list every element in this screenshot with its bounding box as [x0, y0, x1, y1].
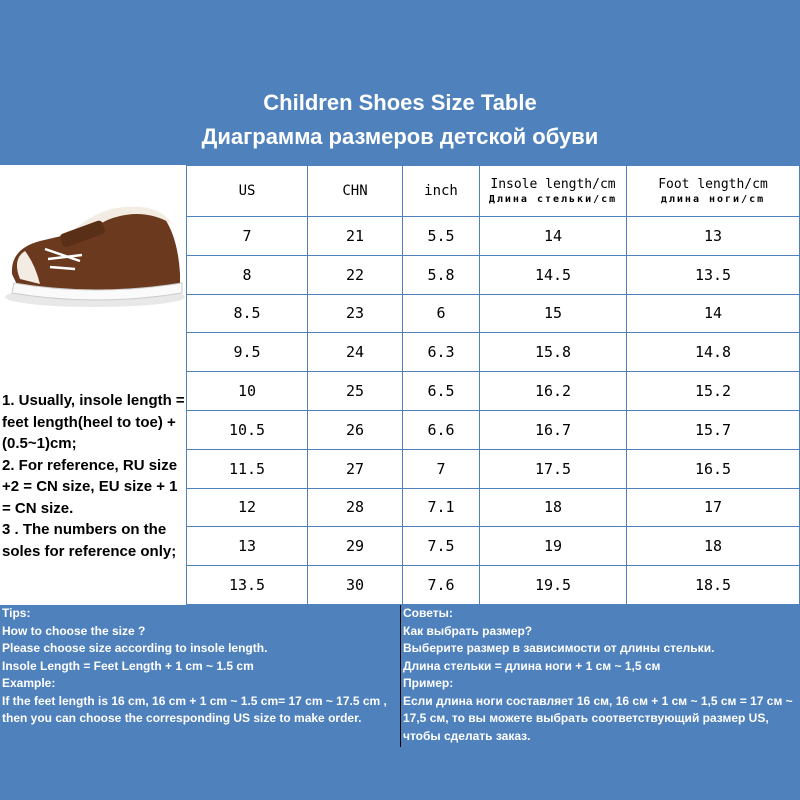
cell-inch: 7.5: [403, 527, 480, 566]
header-insole-length: [480, 166, 627, 217]
header-inch: inch: [403, 166, 480, 217]
cell-insole-length: 18: [480, 488, 627, 527]
cell-insole-length: 19: [480, 527, 627, 566]
tips-line: Длина стельки = длина ноги + 1 см ~ 1,5 см: [403, 658, 661, 673]
cell-foot-length: 18.5: [627, 566, 800, 605]
table-row: [187, 566, 800, 605]
cell-chn: 25: [308, 372, 403, 411]
tips-line: Please choose size according to insole length.: [2, 641, 268, 655]
tips-line: Insole Length = Feet Length + 1 cm ~ 1.5 cm: [2, 658, 254, 673]
cell-inch: 5.8: [403, 255, 480, 294]
page-title-english: Children Shoes Size Table: [263, 90, 537, 115]
header-foot-length-en: Foot length/cm: [658, 176, 768, 192]
table-row: [187, 255, 800, 294]
tips-line: If the feet length is 16 cm, 16 cm + 1 cm ~ 1.5 cm= 17 cm ~ 17.5 cm , then you can choose the corresponding US size to make order.: [2, 693, 387, 725]
size-notes: 1. Usually, insole length = feet length(heel to toe) + (0.5~1)cm; 2. For reference, RU size +2 = CN size, EU size + 1 = CN size. 3 . The numbers on the soles for reference only;: [2, 392, 185, 560]
cell-chn: 24: [308, 333, 403, 372]
header-foot-length-ru: длина ноги/cm: [660, 193, 766, 205]
cell-inch: 7.1: [403, 488, 480, 527]
cell-inch: 6.5: [403, 372, 480, 411]
cell-us: 8.5: [187, 294, 308, 333]
cell-inch: 6.3: [403, 333, 480, 372]
cell-foot-length: 16.5: [627, 449, 800, 488]
cell-chn: 21: [308, 217, 403, 256]
tips-line: How to choose the size ?: [2, 623, 146, 638]
cell-inch: 5.5: [403, 217, 480, 256]
cell-foot-length: 18: [627, 527, 800, 566]
tips-line: Если длина ноги составляет 16 см, 16 см + 1 см ~ 1,5 см = 17 см ~ 17,5 см, то вы можете выбрать соответствующий размер US, чтобы сделать заказ.: [403, 693, 793, 743]
cell-insole-length: 15: [480, 294, 627, 333]
header-foot-length: [627, 166, 800, 217]
left-panel: [0, 165, 186, 605]
page-title-russian: Диаграмма размеров детской обуви: [201, 124, 599, 149]
cell-us: 13: [187, 527, 308, 566]
table-row: [187, 449, 800, 488]
cell-us: 7: [187, 217, 308, 256]
tips-english: [2, 605, 398, 747]
header-chn: CHN: [308, 166, 403, 217]
cell-us: 13.5: [187, 566, 308, 605]
cell-inch: 6: [403, 294, 480, 333]
table-row: [187, 333, 800, 372]
cell-us: 12: [187, 488, 308, 527]
cell-foot-length: 14.8: [627, 333, 800, 372]
tips-russian: [403, 605, 798, 747]
cell-us: 8: [187, 255, 308, 294]
cell-insole-length: 16.7: [480, 410, 627, 449]
cell-insole-length: 15.8: [480, 333, 627, 372]
table-row: [187, 217, 800, 256]
table-row: [187, 372, 800, 411]
cell-us: 10.5: [187, 410, 308, 449]
tips-line: Tips:: [2, 606, 31, 620]
cell-chn: 27: [308, 449, 403, 488]
cell-inch: 7: [403, 449, 480, 488]
table-row: [187, 294, 800, 333]
cell-us: 11.5: [187, 449, 308, 488]
cell-insole-length: 14: [480, 217, 627, 256]
header-us: US: [187, 166, 308, 217]
cell-foot-length: 13.5: [627, 255, 800, 294]
cell-chn: 26: [308, 410, 403, 449]
cell-chn: 30: [308, 566, 403, 605]
cell-foot-length: 17: [627, 488, 800, 527]
tips-line: Советы:: [403, 606, 453, 620]
cell-foot-length: 15.7: [627, 410, 800, 449]
cell-us: 9.5: [187, 333, 308, 372]
tips-line: Пример:: [403, 676, 454, 690]
title-band: [0, 0, 800, 165]
cell-us: 10: [187, 372, 308, 411]
size-table: [186, 165, 800, 605]
table-row: [187, 410, 800, 449]
table-body: [187, 217, 800, 605]
tips-line: Как выбрать размер?: [403, 623, 533, 638]
cell-chn: 28: [308, 488, 403, 527]
cell-insole-length: 16.2: [480, 372, 627, 411]
table-row: [187, 527, 800, 566]
header-insole-length-en: Insole length/cm: [490, 176, 616, 192]
cell-chn: 29: [308, 527, 403, 566]
cell-inch: 6.6: [403, 410, 480, 449]
table-header-row: [187, 166, 800, 217]
tips-line: Example:: [2, 676, 56, 690]
cell-insole-length: 17.5: [480, 449, 627, 488]
cell-chn: 23: [308, 294, 403, 333]
shoe-image: [0, 179, 186, 319]
header-insole-length-ru: Длина стельки/cm: [488, 193, 618, 205]
cell-foot-length: 13: [627, 217, 800, 256]
cell-insole-length: 14.5: [480, 255, 627, 294]
cell-foot-length: 14: [627, 294, 800, 333]
table-row: [187, 488, 800, 527]
cell-chn: 22: [308, 255, 403, 294]
cell-foot-length: 15.2: [627, 372, 800, 411]
cell-insole-length: 19.5: [480, 566, 627, 605]
tips-divider: [400, 605, 401, 747]
tips-line: Выберите размер в зависимости от длины стельки.: [403, 641, 715, 655]
cell-inch: 7.6: [403, 566, 480, 605]
